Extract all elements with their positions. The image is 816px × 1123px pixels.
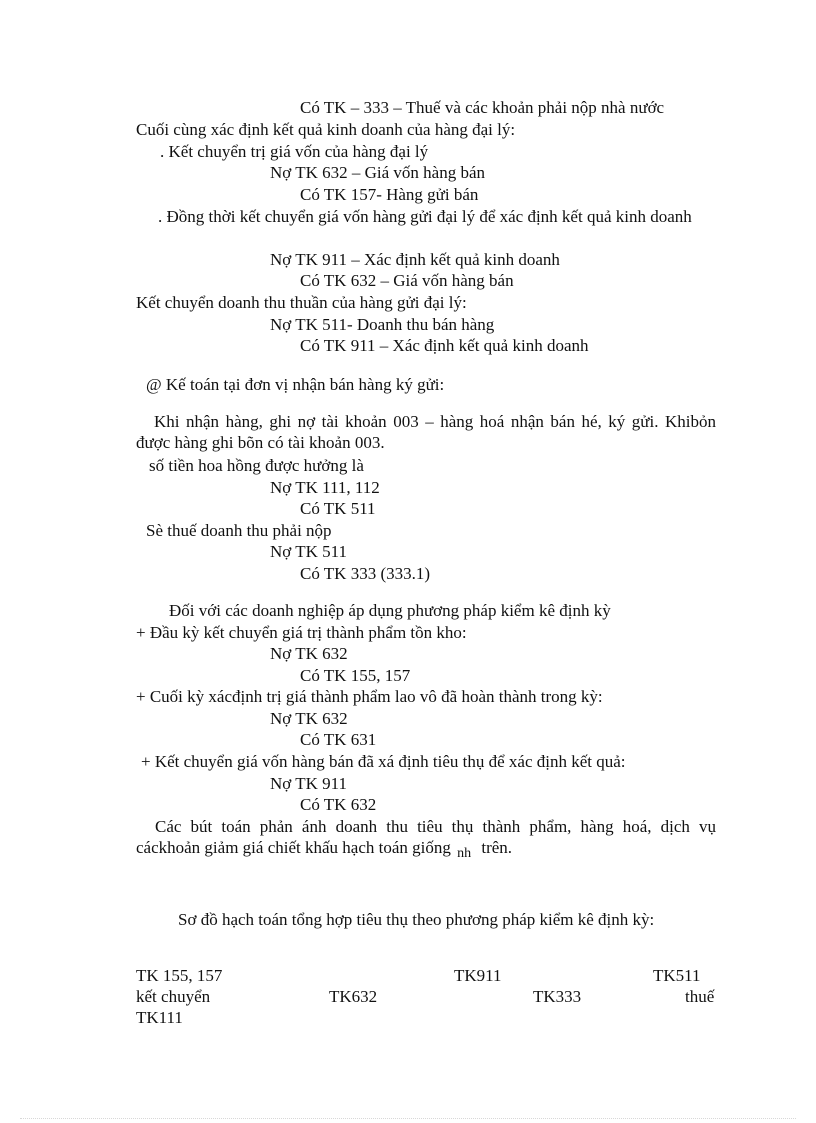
text-line: số tiền hoa hồng được hưởng là bbox=[149, 456, 364, 475]
text-line: + Cuối kỳ xácđịnh trị giá thành phẩm lao vô đã hoàn thành trong kỳ: bbox=[136, 687, 603, 706]
journal-entry-debit: Nợ TK 911 bbox=[270, 774, 347, 793]
journal-entry-debit: Nợ TK 632 – Giá vốn hàng bán bbox=[270, 163, 486, 182]
account-label: TK 155, 157 bbox=[136, 966, 223, 985]
journal-entry-credit: Có TK 911 – Xác định kết quả kinh doanh bbox=[300, 336, 589, 355]
paragraph: . Đồng thời kết chuyển giá vốn hàng gửi đại lý để xác định kết quả kinh doanh bbox=[158, 207, 692, 226]
section-heading: Đối với các doanh nghiệp áp dụng phương pháp kiểm kê định kỳ bbox=[169, 601, 611, 620]
journal-entry-debit: Nợ TK 111, 112 bbox=[270, 478, 380, 497]
journal-entry-credit: Có TK 632 – Giá vốn hàng bán bbox=[300, 271, 514, 290]
text-line: + Kết chuyển giá vốn hàng bán đã xá định tiêu thụ để xác định kết quả: bbox=[141, 752, 626, 771]
paragraph-text: Các bút toán phản ánh doanh thu tiêu thụ thành phẩm, hàng hoá, dịch vụ cáckhoản giảm giá chiết khấu hạch toán giống bbox=[136, 817, 716, 857]
journal-entry-debit: Nợ TK 511- Doanh thu bán hàng bbox=[270, 315, 495, 334]
section-heading: @ Kế toán tại đơn vị nhận bán hàng ký gửi: bbox=[146, 375, 445, 394]
journal-entry-credit: Có TK 155, 157 bbox=[300, 666, 411, 685]
account-label: TK911 bbox=[454, 966, 502, 985]
account-label: TK333 bbox=[533, 987, 582, 1006]
journal-entry-credit: Có TK 511 bbox=[300, 499, 376, 518]
paragraph: Khi nhận hàng, ghi nợ tài khoản 003 – hàng hoá nhận bán hé, ký gửi. Khibỏn được hàng ghi bõn có tài khoản 003. bbox=[136, 412, 716, 452]
journal-entry-credit: Có TK 632 bbox=[300, 795, 377, 814]
journal-entry-debit: Nợ TK 632 bbox=[270, 709, 348, 728]
account-label: TK511 bbox=[653, 966, 701, 985]
paragraph bbox=[136, 816, 716, 860]
journal-entry-credit: Có TK 631 bbox=[300, 730, 377, 749]
text-line: Cuối cùng xác định kết quả kinh doanh của hàng đại lý: bbox=[136, 120, 516, 139]
journal-entry-debit: Nợ TK 511 bbox=[270, 542, 347, 561]
journal-entry-debit: Nợ TK 911 – Xác định kết quả kinh doanh bbox=[270, 250, 560, 269]
text-line: Kết chuyển doanh thu thuần của hàng gửi đại lý: bbox=[136, 293, 467, 312]
diagram-title: Sơ đồ hạch toán tổng hợp tiêu thụ theo phương pháp kiểm kê định kỳ: bbox=[178, 910, 655, 929]
journal-entry-credit: Có TK 157- Hàng gửi bán bbox=[300, 185, 479, 204]
text-line: Có TK – 333 – Thuế và các khoản phải nộp nhà nước bbox=[300, 98, 665, 117]
paragraph-end: trên. bbox=[481, 838, 513, 857]
page-bottom-divider bbox=[20, 1118, 796, 1119]
text-line: Sè thuế doanh thu phải nộp bbox=[146, 521, 332, 540]
subscript-fragment: nh bbox=[457, 846, 472, 861]
text-line: . Kết chuyển trị giá vốn của hàng đại lý bbox=[160, 142, 429, 161]
journal-entry-debit: Nợ TK 632 bbox=[270, 644, 348, 663]
arrow-label: kết chuyển bbox=[136, 987, 211, 1006]
arrow-label: thuế bbox=[685, 987, 715, 1006]
account-label: TK632 bbox=[329, 987, 378, 1006]
journal-entry-credit: Có TK 333 (333.1) bbox=[300, 564, 431, 583]
account-label: TK111 bbox=[136, 1008, 183, 1027]
text-line: + Đầu kỳ kết chuyển giá trị thành phẩm tồn kho: bbox=[136, 623, 467, 642]
